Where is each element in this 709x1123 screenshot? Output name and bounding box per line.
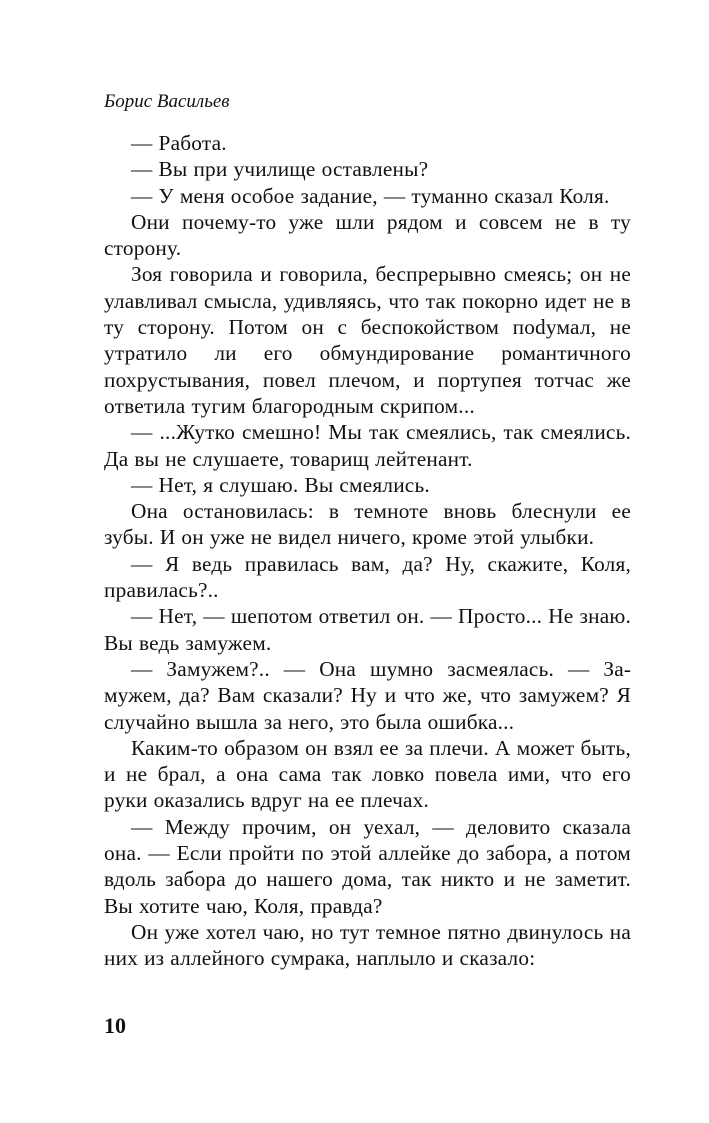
- running-head: Борис Васильев: [104, 91, 230, 112]
- paragraph: — Нет, — шепотом ответил он. — Просто... Не знаю. Вы ведь замужем.: [104, 604, 631, 655]
- paragraph: Он уже хотел чаю, но тут темное пятно двинулось на них из аллейного сумрака, наплыло и сказало:: [104, 919, 631, 971]
- paragraph: Зоя говорила и говорила, беспрерывно смеясь; он не улавливал смысла, удивляясь, что так покорно идет не в ту сторону. Потом он с беспокойством поdумал, не утратило ли его обмундирование романтичного похрустывания, повел плечом, и портупея тотчас же ответила тугим благородным скрипом...: [104, 262, 631, 418]
- paragraph: — Работа.: [131, 131, 227, 155]
- paragraph: Она остановилась: в темноте вновь блеснули ее зубы. И он уже не видел ничего, кроме этой улыбки.: [104, 499, 631, 550]
- paragraph: — Нет, я слушаю. Вы смеялись.: [131, 472, 430, 497]
- paragraph: — Я ведь правилась вам, да? Ну, скажите, Коля, правилась?..: [104, 551, 631, 603]
- paragraph: Они почему-то уже шли рядом и совсем не в ту сторону.: [104, 209, 631, 261]
- body-text: [104, 130, 631, 972]
- paragraph: — У меня особое задание, — туманно сказал Коля.: [131, 183, 610, 208]
- paragraph: — Вы при училище оставлены?: [131, 157, 429, 182]
- page-number: 10: [104, 1013, 126, 1038]
- paragraph: — ...Жутко смешно! Мы так смеялись, так смеялись. Да вы не слушаете, товарищ лейтенант.: [104, 420, 631, 471]
- paragraph: Каким-то образом он взял ее за плечи. А может быть, и не брал, а она сама так ловко повела ими, что его руки оказались вдруг на ее плечах.: [104, 735, 631, 813]
- paragraph: — Между прочим, он уехал, — деловито сказала она. — Если пройти по этой аллейке до забора, а потом вдоль забора до нашего дома, так никто и не заметит. Вы хотите чаю, Коля, правда?: [104, 814, 631, 918]
- paragraph: — Замужем?.. — Она шумно засмеялась. — Замужем, да? Вам сказали? Ну и что же, что замужем? Я случайно вышла за него, это была ошибка...: [104, 656, 631, 734]
